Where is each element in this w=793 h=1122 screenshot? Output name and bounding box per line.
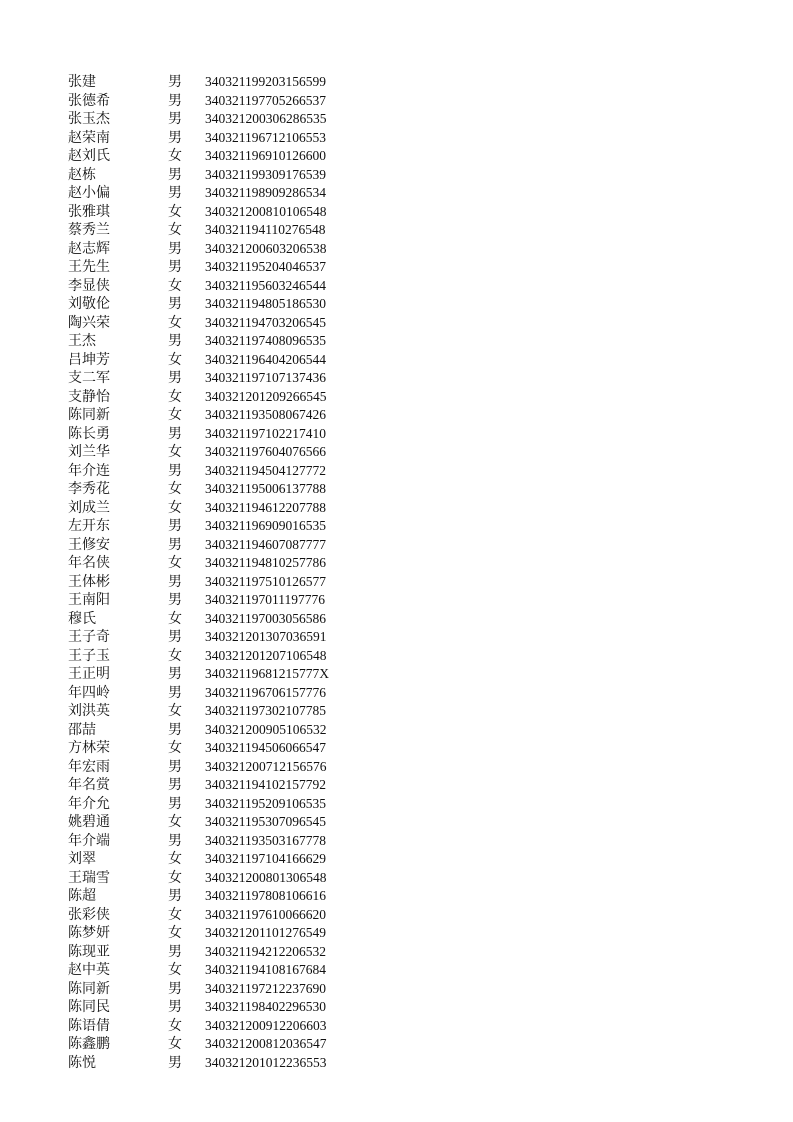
id-number-cell: 340321194805186530: [205, 296, 326, 311]
table-row: [0, 258, 793, 277]
name-cell: 姚碧通: [68, 814, 110, 830]
name-cell: 赵小偏: [68, 185, 110, 201]
table-row: [0, 961, 793, 980]
table-row: [0, 277, 793, 296]
name-cell: 张德希: [68, 92, 110, 109]
table-row: [0, 332, 793, 351]
gender-cell: 男: [168, 92, 182, 109]
table-row: [0, 147, 793, 166]
name-cell: 张彩侠: [68, 906, 110, 923]
gender-cell: 男: [168, 259, 182, 275]
name-cell: 李秀花: [68, 481, 110, 497]
table-row: [0, 129, 793, 148]
table-row: [0, 887, 793, 906]
id-number-cell: 340321195209106535: [205, 795, 326, 811]
table-row: [0, 388, 793, 407]
gender-cell: 女: [168, 962, 182, 978]
table-row: [0, 295, 793, 314]
name-cell: 蔡秀兰: [68, 222, 110, 238]
table-row: [0, 110, 793, 129]
table-row: [0, 1035, 793, 1054]
id-number-cell: 340321194504127772: [205, 462, 326, 478]
id-number-cell: 340321201101276549: [205, 925, 326, 940]
id-number-cell: 340321197604076566: [205, 444, 326, 459]
gender-cell: 女: [168, 481, 182, 497]
name-cell: 吕坤芳: [68, 351, 110, 368]
name-cell: 刘兰华: [68, 444, 110, 460]
table-row: [0, 647, 793, 666]
name-cell: 陈现亚: [68, 943, 110, 960]
table-row: [0, 721, 793, 740]
id-number-cell: 340321196404206544: [205, 351, 326, 367]
name-cell: 刘洪英: [68, 703, 110, 719]
name-cell: 年介连: [68, 462, 110, 479]
id-number-cell: 340321200306286535: [205, 111, 327, 126]
id-number-cell: 340321197408096535: [205, 333, 326, 348]
gender-cell: 男: [168, 370, 182, 386]
name-cell: 陈长勇: [68, 425, 110, 442]
id-number-cell: 340321196909016535: [205, 518, 326, 533]
name-cell: 年四岭: [68, 684, 110, 701]
table-row: [0, 591, 793, 610]
name-cell: 陈鑫鹏: [68, 1036, 110, 1052]
gender-cell: 男: [168, 888, 182, 904]
id-number-cell: 340321198909286534: [205, 185, 326, 200]
name-cell: 王先生: [68, 259, 110, 275]
gender-cell: 女: [168, 740, 182, 756]
id-number-cell: 340321194810257786: [205, 555, 326, 570]
id-number-cell: 340321201209266545: [205, 388, 327, 404]
table-row: [0, 573, 793, 592]
table-row: [0, 758, 793, 777]
id-number-cell: 340321196910126600: [205, 148, 326, 163]
id-number-cell: 340321201207106548: [205, 647, 327, 663]
table-row: [0, 314, 793, 333]
table-row: [0, 684, 793, 703]
name-cell: 王体彬: [68, 573, 110, 590]
name-cell: 支二军: [68, 370, 110, 386]
id-number-cell: 340321194607087777: [205, 536, 326, 552]
name-cell: 陈同民: [68, 999, 110, 1015]
id-number-cell: 340321194212206532: [205, 943, 326, 959]
gender-cell: 男: [168, 185, 182, 201]
name-cell: 赵刘氏: [68, 148, 110, 164]
id-number-cell: 340321193503167778: [205, 832, 326, 848]
gender-cell: 女: [168, 814, 182, 830]
gender-cell: 男: [168, 980, 182, 997]
id-number-cell: 340321197610066620: [205, 906, 326, 922]
id-number-cell: 340321200603206538: [205, 240, 327, 256]
id-number-cell: 340321199309176539: [205, 166, 326, 182]
id-number-cell: 340321196706157776: [205, 684, 326, 700]
gender-cell: 女: [168, 869, 182, 886]
name-cell: 支静怡: [68, 388, 110, 405]
id-number-cell: 340321197107137436: [205, 370, 326, 385]
name-cell: 王子玉: [68, 647, 110, 664]
id-number-cell: 340321196712106553: [205, 129, 326, 145]
table-row: [0, 480, 793, 499]
table-row: [0, 739, 793, 758]
gender-cell: 男: [168, 518, 182, 534]
table-row: [0, 943, 793, 962]
gender-cell: 男: [168, 536, 182, 553]
id-number-cell: 340321200801306548: [205, 869, 327, 885]
id-number-cell: 340321197003056586: [205, 610, 326, 626]
table-row: [0, 795, 793, 814]
gender-cell: 男: [168, 240, 182, 257]
name-cell: 王南阳: [68, 592, 110, 608]
name-cell: 赵栋: [68, 166, 96, 183]
name-cell: 赵中英: [68, 962, 110, 978]
name-cell: 张玉杰: [68, 111, 110, 127]
id-number-cell: 340321197510126577: [205, 573, 326, 589]
name-cell: 方林荣: [68, 740, 110, 756]
name-cell: 左开东: [68, 518, 110, 534]
gender-cell: 女: [168, 1036, 182, 1052]
table-row: [0, 998, 793, 1017]
name-cell: 张建: [68, 74, 96, 90]
name-cell: 陈悦: [68, 1054, 96, 1071]
gender-cell: 男: [168, 666, 182, 682]
gender-cell: 女: [168, 351, 182, 368]
table-row: [0, 221, 793, 240]
table-row: [0, 425, 793, 444]
name-cell: 年名赏: [68, 777, 110, 793]
gender-cell: 女: [168, 610, 182, 627]
name-cell: 邵喆: [68, 721, 96, 738]
name-cell: 赵志辉: [68, 240, 110, 257]
name-cell: 王正明: [68, 666, 110, 682]
gender-cell: 男: [168, 592, 182, 608]
table-row: [0, 203, 793, 222]
gender-cell: 女: [168, 555, 182, 571]
name-cell: 王杰: [68, 333, 96, 349]
table-row: [0, 869, 793, 888]
id-number-cell: 340321197705266537: [205, 92, 326, 108]
table-row: [0, 406, 793, 425]
table-row: [0, 1017, 793, 1036]
table-row: [0, 166, 793, 185]
table-row: [0, 832, 793, 851]
id-number-cell: 340321200712156576: [205, 758, 327, 774]
gender-cell: 男: [168, 296, 182, 312]
name-cell: 年名侠: [68, 555, 110, 571]
gender-cell: 男: [168, 684, 182, 701]
gender-cell: 男: [168, 573, 182, 590]
name-cell: 刘翠: [68, 851, 96, 867]
id-number-cell: 340321199203156599: [205, 74, 326, 89]
gender-cell: 男: [168, 795, 182, 812]
table-row: [0, 73, 793, 92]
gender-cell: 男: [168, 425, 182, 442]
id-number-cell: 340321197212237690: [205, 980, 326, 996]
gender-cell: 男: [168, 758, 182, 775]
gender-cell: 女: [168, 647, 182, 664]
name-cell: 刘敬伦: [68, 296, 110, 312]
gender-cell: 男: [168, 832, 182, 849]
id-number-cell: 340321194108167684: [205, 962, 326, 977]
gender-cell: 男: [168, 721, 182, 738]
id-number-cell: 340321197302107785: [205, 703, 326, 718]
id-number-cell: 340321194612207788: [205, 499, 326, 515]
table-row: [0, 906, 793, 925]
gender-cell: 男: [168, 999, 182, 1015]
id-number-cell: 340321194110276548: [205, 222, 326, 237]
gender-cell: 女: [168, 1017, 182, 1034]
id-number-cell: 340321195603246544: [205, 277, 326, 293]
id-number-cell: 340321195204046537: [205, 259, 326, 274]
name-cell: 王瑞雪: [68, 869, 110, 886]
table-row: [0, 517, 793, 536]
id-number-cell: 340321197102217410: [205, 425, 326, 441]
gender-cell: 女: [168, 444, 182, 460]
id-number-cell: 340321200812036547: [205, 1036, 327, 1051]
name-cell: 陈梦妍: [68, 925, 110, 941]
table-row: [0, 776, 793, 795]
id-number-cell: 340321194102157792: [205, 777, 326, 792]
gender-cell: 男: [168, 111, 182, 127]
id-number-cell: 340321193508067426: [205, 407, 326, 422]
gender-cell: 男: [168, 777, 182, 793]
table-row: [0, 536, 793, 555]
gender-cell: 女: [168, 314, 182, 331]
table-row: [0, 980, 793, 999]
gender-cell: 女: [168, 499, 182, 516]
name-cell: 陈超: [68, 888, 96, 904]
gender-cell: 女: [168, 148, 182, 164]
gender-cell: 女: [168, 925, 182, 941]
id-number-cell: 340321201307036591: [205, 629, 327, 644]
id-number-cell: 340321200912206603: [205, 1017, 327, 1033]
name-cell: 王修安: [68, 536, 110, 553]
table-row: [0, 369, 793, 388]
table-row: [0, 665, 793, 684]
gender-cell: 男: [168, 333, 182, 349]
table-row: [0, 499, 793, 518]
name-cell: 陈语倩: [68, 1017, 110, 1034]
id-number-cell: 34032119681215777X: [205, 666, 329, 681]
name-cell: 陶兴荣: [68, 314, 110, 331]
table-row: [0, 92, 793, 111]
table-row: [0, 610, 793, 629]
name-cell: 穆氏: [68, 610, 96, 627]
id-number-cell: 340321200905106532: [205, 721, 327, 737]
table-row: [0, 184, 793, 203]
table-row: [0, 813, 793, 832]
gender-cell: 男: [168, 74, 182, 90]
table-row: [0, 554, 793, 573]
name-cell: 张雅琪: [68, 203, 110, 220]
table-row: [0, 443, 793, 462]
table-row: [0, 462, 793, 481]
id-number-cell: 340321194703206545: [205, 314, 326, 330]
table-row: [0, 924, 793, 943]
name-cell: 年宏雨: [68, 758, 110, 775]
name-cell: 赵荣南: [68, 129, 110, 146]
gender-cell: 男: [168, 462, 182, 479]
name-cell: 陈同新: [68, 980, 110, 997]
gender-cell: 男: [168, 166, 182, 183]
name-cell: 李显侠: [68, 277, 110, 294]
table-row: [0, 850, 793, 869]
id-number-cell: 340321197011197776: [205, 592, 325, 607]
gender-cell: 女: [168, 851, 182, 867]
gender-cell: 女: [168, 906, 182, 923]
gender-cell: 男: [168, 629, 182, 645]
id-number-cell: 340321201012236553: [205, 1054, 327, 1070]
id-number-cell: 340321195006137788: [205, 481, 326, 496]
id-number-cell: 340321197104166629: [205, 851, 326, 866]
table-row: [0, 1054, 793, 1073]
name-cell: 王子奇: [68, 629, 110, 645]
id-number-cell: 340321200810106548: [205, 203, 327, 219]
gender-cell: 女: [168, 388, 182, 405]
id-number-cell: 340321197808106616: [205, 888, 326, 903]
gender-cell: 女: [168, 277, 182, 294]
table-row: [0, 628, 793, 647]
id-number-cell: 340321198402296530: [205, 999, 326, 1014]
name-cell: 刘成兰: [68, 499, 110, 516]
table-row: [0, 702, 793, 721]
id-number-cell: 340321194506066547: [205, 740, 326, 755]
name-cell: 年介允: [68, 795, 110, 812]
gender-cell: 男: [168, 943, 182, 960]
roster-table: [0, 73, 793, 1072]
table-row: [0, 240, 793, 259]
gender-cell: 女: [168, 703, 182, 719]
gender-cell: 男: [168, 129, 182, 146]
table-row: [0, 351, 793, 370]
name-cell: 陈同新: [68, 407, 110, 423]
gender-cell: 男: [168, 1054, 182, 1071]
gender-cell: 女: [168, 222, 182, 238]
gender-cell: 女: [168, 407, 182, 423]
name-cell: 年介端: [68, 832, 110, 849]
gender-cell: 女: [168, 203, 182, 220]
id-number-cell: 340321195307096545: [205, 814, 326, 829]
